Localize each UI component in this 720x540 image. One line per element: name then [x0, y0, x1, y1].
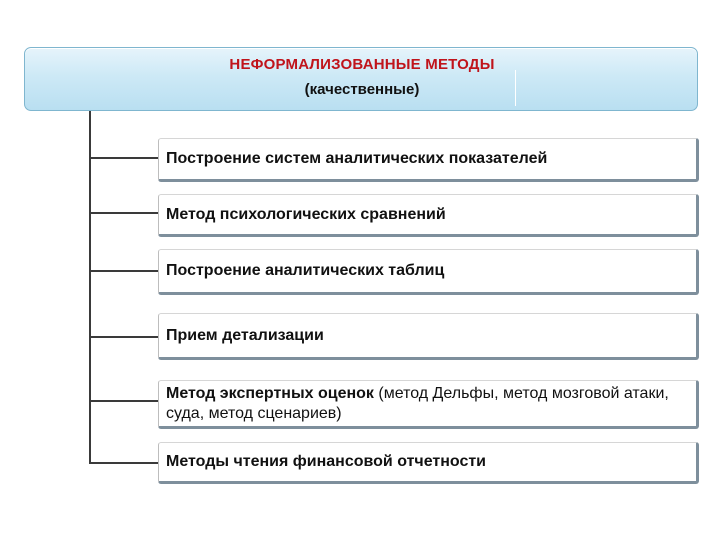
method-item	[158, 442, 699, 484]
method-name: Метод психологических сравнений	[166, 205, 446, 223]
connector-branch	[90, 270, 159, 272]
method-details: (метод Дельфы, метод мозговой атаки, суда, метод сценариев)	[166, 384, 669, 422]
connector-branch	[90, 157, 159, 159]
connector-trunk	[89, 111, 91, 464]
method-item	[158, 194, 699, 237]
connector-branch	[90, 400, 159, 402]
method-item	[158, 313, 699, 360]
method-item	[158, 380, 699, 429]
connector-branch	[90, 212, 159, 214]
connector-branch	[90, 336, 159, 338]
diagram-title: НЕФОРМАЛИЗОВАННЫЕ МЕТОДЫ	[229, 56, 495, 73]
method-item	[158, 138, 699, 182]
method-name: Метод экспертных оценок	[166, 384, 374, 402]
method-name: Прием детализации	[166, 326, 324, 344]
method-name: Построение аналитических таблиц	[166, 262, 445, 279]
method-name: Методы чтения финансовой отчетности	[166, 453, 487, 470]
method-item	[158, 249, 699, 295]
header-box	[24, 47, 698, 111]
connector-branch	[90, 462, 159, 464]
diagram-subtitle: (качественные)	[304, 81, 420, 98]
method-name: Построение систем аналитических показателей	[166, 150, 548, 167]
